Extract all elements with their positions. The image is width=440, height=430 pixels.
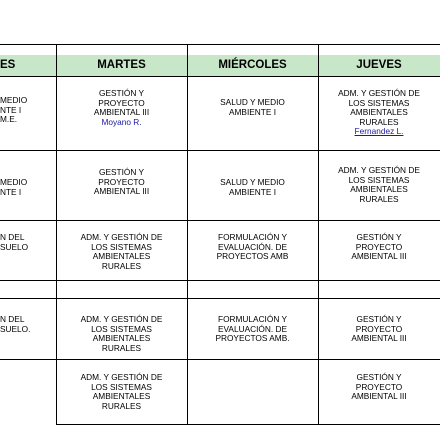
header-col-wednesday[interactable]: MIÉRCOLES — [187, 55, 318, 76]
cell-r2-c2[interactable] — [187, 178, 318, 197]
cell-r3-c1[interactable] — [56, 233, 187, 271]
course-line: AMBIENTALES — [350, 107, 408, 118]
cell-r4-c0[interactable] — [0, 315, 56, 334]
course-line: ADM. Y GESTIÓN DE — [80, 232, 163, 242]
grid-line — [0, 76, 440, 77]
grid-line — [318, 44, 319, 425]
course-line: LOS SISTEMAS — [91, 241, 152, 252]
grid-line — [0, 298, 440, 299]
cell-r5-c3[interactable] — [318, 373, 440, 402]
course-line: AMBIENTAL III — [93, 107, 150, 118]
course-line: EVALUACIÓN. DE — [217, 241, 287, 252]
course-line: PROYECTO — [355, 381, 403, 392]
course-line: SALUD Y MEDIO — [220, 97, 285, 107]
cell-r1-c2[interactable] — [187, 98, 318, 117]
course-line: AMBIENTALES — [92, 391, 151, 402]
cell-line: NTE I — [0, 186, 22, 197]
course-line: LOS SISTEMAS — [91, 381, 152, 392]
course-line: LOS SISTEMAS — [348, 97, 410, 108]
course-line: LOS SISTEMAS — [348, 174, 410, 185]
cell-line: N DEL — [0, 314, 25, 324]
course-line: AMBIENTAL III — [93, 186, 150, 197]
course-line: FORMULACIÓN Y — [218, 314, 287, 324]
course-line: RURALES — [359, 116, 399, 127]
cell-line: MEDIO — [0, 95, 28, 105]
cell-r2-c1[interactable] — [56, 168, 187, 197]
course-line: AMBIENTALES — [92, 251, 151, 262]
course-line: LOS SISTEMAS — [91, 323, 152, 334]
header-col-monday[interactable]: ES — [0, 55, 56, 76]
course-line: RURALES — [101, 260, 142, 271]
course-line: AMBIENTE I — [228, 106, 277, 117]
grid-line — [0, 150, 440, 151]
course-line: AMBIENTALES — [350, 184, 408, 195]
course-line: RURALES — [101, 400, 142, 411]
grid-line — [0, 44, 440, 45]
cell-r2-c3[interactable] — [318, 166, 440, 204]
cell-r4-c2[interactable] — [187, 315, 318, 344]
cell-line: MEDIO — [0, 177, 28, 187]
cell-r1-c1[interactable] — [56, 89, 187, 127]
cell-r3-c2[interactable] — [187, 233, 318, 262]
course-line: AMBIENTAL III — [351, 251, 407, 262]
cell-line: SUELO. — [0, 323, 31, 334]
course-line: PROYECTOS AMB. — [215, 333, 290, 344]
header-col-tuesday[interactable]: MARTES — [56, 55, 187, 76]
course-line: GESTIÓN Y — [98, 88, 145, 98]
course-line: AMBIENTAL III — [351, 391, 407, 402]
course-line: GESTIÓN Y — [98, 167, 145, 177]
course-line: GESTIÓN Y — [356, 372, 402, 382]
course-line: PROYECTO — [98, 97, 145, 108]
cell-r2-c0[interactable] — [0, 178, 56, 197]
cell-line: M.E. — [0, 114, 18, 125]
course-line: ADM. Y GESTIÓN DE — [80, 314, 163, 324]
grid-line — [0, 220, 440, 221]
cell-r5-c1[interactable] — [56, 373, 187, 411]
course-line: AMBIENTE I — [228, 186, 277, 197]
cell-r1-c0[interactable] — [0, 96, 56, 125]
course-line: RURALES — [101, 342, 142, 353]
cell-line: NTE I — [0, 104, 22, 115]
cell-r3-c0[interactable] — [0, 233, 56, 252]
course-line: PROYECTOS AMB — [216, 251, 289, 262]
grid-line — [56, 44, 57, 425]
cell-line: N DEL — [0, 232, 25, 242]
course-line: SALUD Y MEDIO — [220, 177, 285, 187]
course-line: GESTIÓN Y — [356, 314, 402, 324]
header-col-thursday[interactable]: JUEVES — [318, 55, 440, 76]
course-line: PROYECTO — [98, 176, 145, 187]
course-line: ADM. Y GESTIÓN DE — [80, 372, 163, 382]
cell-r4-c3[interactable] — [318, 315, 440, 344]
cell-r3-c3[interactable] — [318, 233, 440, 262]
grid-line — [187, 44, 188, 425]
course-line: PROYECTO — [355, 323, 403, 334]
course-line: PROYECTO — [355, 241, 403, 252]
professor-name: Moyano R. — [101, 116, 142, 127]
course-line: GESTIÓN Y — [356, 232, 402, 242]
course-line: AMBIENTAL III — [351, 333, 407, 344]
cell-r4-c1[interactable] — [56, 315, 187, 353]
course-line: RURALES — [359, 193, 399, 204]
course-line: EVALUACIÓN. DE — [217, 323, 287, 334]
grid-line — [56, 424, 440, 425]
grid-line — [0, 359, 440, 360]
professor-name: Fernandez L. — [354, 126, 404, 137]
course-line: ADM. Y GESTIÓN DE — [338, 165, 420, 175]
course-line: AMBIENTALES — [92, 333, 151, 344]
grid-line — [0, 280, 440, 281]
course-line: ADM. Y GESTIÓN DE — [338, 88, 420, 98]
course-line: FORMULACIÓN Y — [218, 232, 287, 242]
cell-r1-c3[interactable] — [318, 89, 440, 137]
cell-line: SUELO — [0, 241, 29, 252]
